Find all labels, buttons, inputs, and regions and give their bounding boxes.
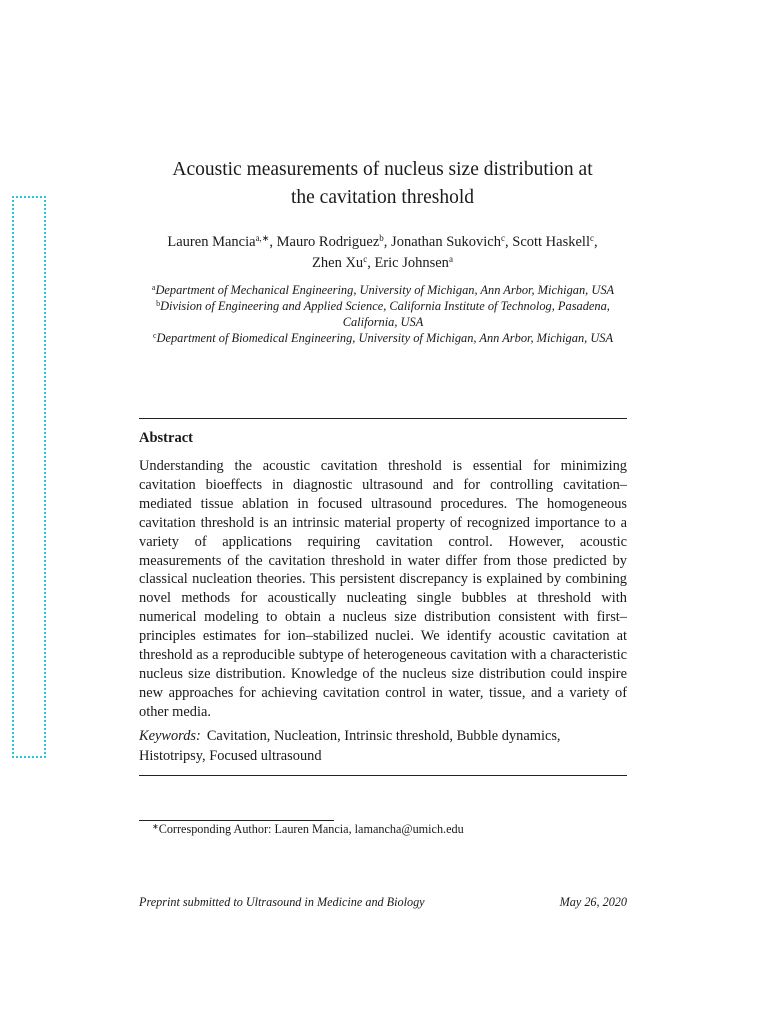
- title-line-1: Acoustic measurements of nucleus size distribution at: [172, 159, 593, 180]
- keywords: [139, 726, 627, 766]
- abstract-bottom-rule: [139, 775, 627, 776]
- affiliation: $^b$Division of Engineering and Applied Science, California Institute of Technolog, Pasadena, California, USA: [156, 299, 610, 329]
- author-affil-mark: c: [363, 254, 368, 264]
- author-affil-mark: c: [589, 233, 594, 243]
- author-affil-mark: b: [379, 233, 384, 243]
- affiliation: $^c$Department of Biomedical Engineering, University of Michigan, Ann Arbor, Michigan, USA: [152, 331, 614, 345]
- abstract-top-rule: [139, 418, 627, 419]
- author-affil-mark: a: [448, 254, 453, 264]
- footnote-mark: ∗: [152, 822, 159, 831]
- author-affil-mark: c: [501, 233, 505, 243]
- author-name: Scott Haskell: [512, 234, 590, 250]
- abstract-text: Understanding the acoustic cavitation threshold is essential for minimizing cavitation bioeffects in diagnostic ultrasound and for controlling cavitation–mediated tissue ablation in focused ultrasound procedures. The homogeneous cavitation threshold is an intrinsic material property of recognized importance to a variety of applications requiring cavitation control. However, acoustic measurements of the cavitation threshold in water differ from those predicted by classical nucleation theories. This persistent discrepancy is explained by combining novel methods for acoustically nucleating single bubbles at threshold with numerical modeling to obtain a nucleus size distribution consistent with first–principles estimates for ion–stabilized nuclei. We identify acoustic cavitation at threshold as a reproducible subtype of heterogeneous cavitation with a characteristic nucleus size distribution. Knowledge of the nucleus size distribution could inspire new approaches for achieving cavitation control in water, tissue, and a variety of other media.: [139, 458, 627, 720]
- footnote-rule: [139, 820, 334, 821]
- author-name: Mauro Rodriguez: [276, 234, 380, 250]
- affiliation-list: [128, 282, 638, 346]
- footnote-text: Corresponding Author: Lauren Mancia, lamancha@umich.edu: [158, 822, 464, 836]
- paper-title: [100, 156, 665, 212]
- author-name: Jonathan Sukovich: [391, 234, 501, 250]
- keywords-text: Cavitation, Nucleation, Intrinsic threshold, Bubble dynamics, Histotripsy, Focused ultrasound: [139, 728, 561, 764]
- author-name: Lauren Mancia: [167, 234, 256, 250]
- affiliation: $^a$Department of Mechanical Engineering, University of Michigan, Ann Arbor, Michigan, USA: [151, 283, 615, 297]
- author-list: Lauren Mancia$^{a,∗}$, Mauro Rodriguez$^b$, Jonathan Sukovich$^c$, Scott Haskell$^c$, Zhen Xu$^c$, Eric Johnsen$^a$: [167, 233, 598, 271]
- author-name: Zhen Xu: [312, 255, 364, 271]
- footer-date: May 26, 2020: [559, 895, 627, 909]
- author-name: Eric Johnsen: [374, 255, 449, 271]
- arxiv-id-box: [12, 196, 46, 758]
- keywords-label: Keywords:: [139, 728, 201, 744]
- abstract-heading: Abstract: [139, 430, 193, 446]
- footnote: [152, 822, 464, 837]
- author-affil-mark: a,∗: [255, 233, 270, 243]
- title-line-2: the cavitation threshold: [290, 187, 475, 208]
- footer-journal: Preprint submitted to Ultrasound in Medicine and Biology: [139, 895, 425, 909]
